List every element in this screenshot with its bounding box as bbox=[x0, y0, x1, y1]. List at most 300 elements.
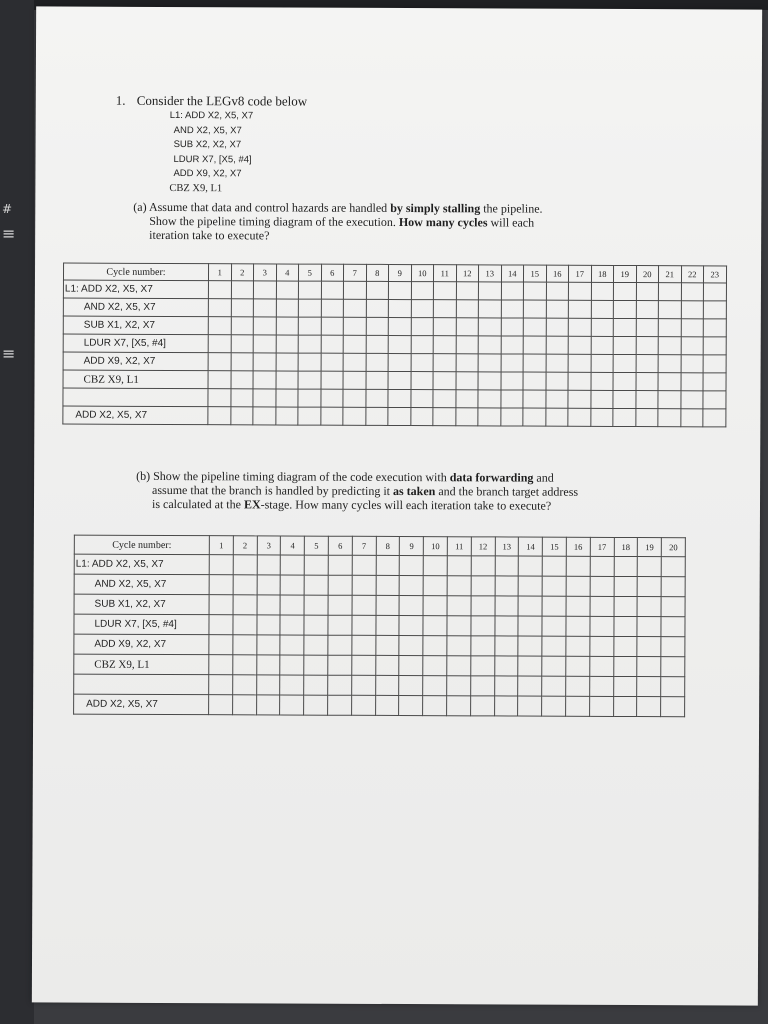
pipeline-stage-cell[interactable] bbox=[343, 281, 366, 299]
pipeline-stage-cell[interactable] bbox=[447, 576, 471, 596]
pipeline-stage-cell[interactable] bbox=[703, 301, 726, 319]
pipeline-stage-cell[interactable] bbox=[471, 576, 495, 596]
pipeline-stage-cell[interactable] bbox=[233, 635, 257, 655]
pipeline-stage-cell[interactable] bbox=[231, 317, 254, 335]
pipeline-stage-cell[interactable] bbox=[494, 656, 518, 676]
pipeline-stage-cell[interactable] bbox=[658, 283, 681, 301]
pipeline-stage-cell[interactable] bbox=[478, 318, 501, 336]
pipeline-stage-cell[interactable] bbox=[376, 555, 400, 575]
pipeline-stage-cell[interactable] bbox=[566, 576, 590, 596]
pipeline-stage-cell[interactable] bbox=[208, 353, 231, 371]
pipeline-stage-cell[interactable] bbox=[400, 556, 424, 576]
pipeline-stage-cell[interactable] bbox=[433, 300, 456, 318]
pipeline-stage-cell[interactable] bbox=[351, 675, 375, 695]
pipeline-stage-cell[interactable] bbox=[304, 595, 328, 615]
pipeline-stage-cell[interactable] bbox=[545, 408, 568, 426]
pipeline-stage-cell[interactable] bbox=[658, 319, 681, 337]
pipeline-stage-cell[interactable] bbox=[680, 409, 703, 427]
pipeline-stage-cell[interactable] bbox=[352, 615, 376, 635]
pipeline-stage-cell[interactable] bbox=[376, 575, 400, 595]
pipeline-stage-cell[interactable] bbox=[208, 371, 231, 389]
pipeline-stage-cell[interactable] bbox=[399, 676, 423, 696]
pipeline-stage-cell[interactable] bbox=[276, 299, 299, 317]
pipeline-stage-cell[interactable] bbox=[343, 317, 366, 335]
pipeline-stage-cell[interactable] bbox=[399, 576, 423, 596]
pipeline-stage-cell[interactable] bbox=[388, 371, 411, 389]
pipeline-stage-cell[interactable] bbox=[501, 336, 524, 354]
pipeline-stage-cell[interactable] bbox=[352, 595, 376, 615]
pipeline-stage-cell[interactable] bbox=[637, 637, 661, 657]
pipeline-stage-cell[interactable] bbox=[256, 675, 280, 695]
pipeline-stage-cell[interactable] bbox=[471, 636, 495, 656]
pipeline-stage-cell[interactable] bbox=[546, 354, 569, 372]
pipeline-stage-cell[interactable] bbox=[518, 656, 542, 676]
pipeline-stage-cell[interactable] bbox=[256, 655, 280, 675]
pipeline-stage-cell[interactable] bbox=[399, 696, 423, 716]
pipeline-stage-cell[interactable] bbox=[542, 616, 566, 636]
pipeline-stage-cell[interactable] bbox=[614, 556, 638, 576]
pipeline-stage-cell[interactable] bbox=[366, 317, 389, 335]
pipeline-stage-cell[interactable] bbox=[375, 655, 399, 675]
pipeline-stage-cell[interactable] bbox=[591, 354, 614, 372]
pipeline-stage-cell[interactable] bbox=[388, 281, 411, 299]
pipeline-stage-cell[interactable] bbox=[298, 353, 321, 371]
pipeline-stage-cell[interactable] bbox=[423, 656, 447, 676]
pipeline-stage-cell[interactable] bbox=[321, 371, 344, 389]
pipeline-stage-cell[interactable] bbox=[209, 555, 233, 575]
pipeline-stage-cell[interactable] bbox=[518, 596, 542, 616]
pipeline-stage-cell[interactable] bbox=[433, 390, 456, 408]
pipeline-stage-cell[interactable] bbox=[566, 556, 590, 576]
pipeline-stage-cell[interactable] bbox=[568, 354, 591, 372]
pipeline-stage-cell[interactable] bbox=[304, 575, 328, 595]
pipeline-stage-cell[interactable] bbox=[366, 281, 389, 299]
pipeline-stage-cell[interactable] bbox=[257, 595, 281, 615]
pipeline-stage-cell[interactable] bbox=[566, 596, 590, 616]
pipeline-stage-cell[interactable] bbox=[658, 301, 681, 319]
pipeline-stage-cell[interactable] bbox=[328, 695, 352, 715]
pipeline-stage-cell[interactable] bbox=[478, 372, 501, 390]
pipeline-stage-cell[interactable] bbox=[375, 635, 399, 655]
pipeline-stage-cell[interactable] bbox=[321, 299, 344, 317]
pipeline-stage-cell[interactable] bbox=[230, 407, 253, 425]
pipeline-stage-cell[interactable] bbox=[501, 300, 524, 318]
pipeline-stage-cell[interactable] bbox=[447, 636, 471, 656]
pipeline-stage-cell[interactable] bbox=[233, 655, 257, 675]
pipeline-stage-cell[interactable] bbox=[208, 335, 231, 353]
pipeline-stage-cell[interactable] bbox=[276, 317, 299, 335]
pipeline-stage-cell[interactable] bbox=[276, 371, 299, 389]
pipeline-stage-cell[interactable] bbox=[456, 282, 479, 300]
pipeline-stage-cell[interactable] bbox=[456, 336, 479, 354]
pipeline-stage-cell[interactable] bbox=[681, 373, 704, 391]
pipeline-stage-cell[interactable] bbox=[209, 635, 233, 655]
pipeline-stage-cell[interactable] bbox=[661, 617, 685, 637]
pipeline-stage-cell[interactable] bbox=[388, 389, 411, 407]
pipeline-stage-cell[interactable] bbox=[209, 695, 233, 715]
pipeline-stage-cell[interactable] bbox=[253, 281, 276, 299]
pipeline-stage-cell[interactable] bbox=[343, 371, 366, 389]
pipeline-stage-cell[interactable] bbox=[410, 390, 433, 408]
pipeline-stage-cell[interactable] bbox=[568, 390, 591, 408]
pipeline-stage-cell[interactable] bbox=[388, 317, 411, 335]
pipeline-stage-cell[interactable] bbox=[703, 391, 726, 409]
pipeline-stage-cell[interactable] bbox=[658, 409, 681, 427]
pipeline-stage-cell[interactable] bbox=[661, 697, 685, 717]
pipeline-stage-cell[interactable] bbox=[433, 318, 456, 336]
pipeline-stage-cell[interactable] bbox=[351, 695, 375, 715]
pipeline-stage-cell[interactable] bbox=[566, 636, 590, 656]
pipeline-stage-cell[interactable] bbox=[411, 336, 434, 354]
pipeline-stage-cell[interactable] bbox=[231, 353, 254, 371]
pipeline-stage-cell[interactable] bbox=[494, 616, 518, 636]
pipeline-stage-cell[interactable] bbox=[590, 408, 613, 426]
pipeline-stage-cell[interactable] bbox=[495, 576, 519, 596]
pipeline-stage-cell[interactable] bbox=[304, 635, 328, 655]
pipeline-stage-cell[interactable] bbox=[275, 407, 298, 425]
pipeline-stage-cell[interactable] bbox=[411, 372, 434, 390]
pipeline-stage-cell[interactable] bbox=[568, 282, 591, 300]
pipeline-stage-cell[interactable] bbox=[423, 676, 447, 696]
pipeline-stage-cell[interactable] bbox=[410, 408, 433, 426]
pipeline-stage-cell[interactable] bbox=[542, 556, 566, 576]
pipeline-stage-cell[interactable] bbox=[590, 616, 614, 636]
pipeline-stage-cell[interactable] bbox=[209, 655, 233, 675]
pipeline-stage-cell[interactable] bbox=[375, 695, 399, 715]
pipeline-stage-cell[interactable] bbox=[523, 372, 546, 390]
pipeline-stage-cell[interactable] bbox=[399, 616, 423, 636]
pipeline-stage-cell[interactable] bbox=[230, 389, 253, 407]
pipeline-stage-cell[interactable] bbox=[388, 407, 411, 425]
pipeline-stage-cell[interactable] bbox=[613, 408, 636, 426]
pipeline-stage-cell[interactable] bbox=[613, 318, 636, 336]
pipeline-stage-cell[interactable] bbox=[613, 354, 636, 372]
pipeline-stage-cell[interactable] bbox=[546, 318, 569, 336]
pipeline-stage-cell[interactable] bbox=[636, 319, 659, 337]
pipeline-stage-cell[interactable] bbox=[590, 596, 614, 616]
pipeline-stage-cell[interactable] bbox=[658, 337, 681, 355]
pipeline-stage-cell[interactable] bbox=[518, 616, 542, 636]
pipeline-stage-cell[interactable] bbox=[637, 597, 661, 617]
pipeline-stage-cell[interactable] bbox=[613, 372, 636, 390]
pipeline-stage-cell[interactable] bbox=[376, 615, 400, 635]
pipeline-stage-cell[interactable] bbox=[542, 636, 566, 656]
pipeline-stage-cell[interactable] bbox=[233, 555, 257, 575]
pipeline-stage-cell[interactable] bbox=[433, 408, 456, 426]
pipeline-stage-cell[interactable] bbox=[589, 676, 613, 696]
pipeline-stage-cell[interactable] bbox=[638, 557, 662, 577]
pipeline-stage-cell[interactable] bbox=[447, 676, 471, 696]
pipeline-stage-cell[interactable] bbox=[257, 555, 281, 575]
pipeline-stage-cell[interactable] bbox=[494, 676, 518, 696]
pipeline-stage-cell[interactable] bbox=[523, 300, 546, 318]
pipeline-stage-cell[interactable] bbox=[546, 336, 569, 354]
pipeline-stage-cell[interactable] bbox=[470, 676, 494, 696]
pipeline-stage-cell[interactable] bbox=[591, 336, 614, 354]
pipeline-stage-cell[interactable] bbox=[209, 595, 233, 615]
pipeline-stage-cell[interactable] bbox=[636, 373, 659, 391]
pipeline-stage-cell[interactable] bbox=[257, 575, 281, 595]
pipeline-stage-cell[interactable] bbox=[546, 282, 569, 300]
pipeline-stage-cell[interactable] bbox=[320, 389, 343, 407]
pipeline-stage-cell[interactable] bbox=[343, 389, 366, 407]
pipeline-stage-cell[interactable] bbox=[494, 636, 518, 656]
pipeline-stage-cell[interactable] bbox=[208, 299, 231, 317]
pipeline-stage-cell[interactable] bbox=[501, 354, 524, 372]
pipeline-stage-cell[interactable] bbox=[399, 656, 423, 676]
pipeline-stage-cell[interactable] bbox=[298, 317, 321, 335]
pipeline-stage-cell[interactable] bbox=[703, 337, 726, 355]
pipeline-stage-cell[interactable] bbox=[542, 696, 566, 716]
pipeline-stage-cell[interactable] bbox=[518, 696, 542, 716]
pipeline-stage-cell[interactable] bbox=[321, 317, 344, 335]
pipeline-stage-cell[interactable] bbox=[231, 335, 254, 353]
pipeline-stage-cell[interactable] bbox=[658, 355, 681, 373]
pipeline-stage-cell[interactable] bbox=[661, 577, 685, 597]
pipeline-stage-cell[interactable] bbox=[456, 300, 479, 318]
pipeline-stage-cell[interactable] bbox=[542, 676, 566, 696]
pipeline-stage-cell[interactable] bbox=[478, 354, 501, 372]
pipeline-stage-cell[interactable] bbox=[276, 281, 299, 299]
pipeline-stage-cell[interactable] bbox=[366, 353, 389, 371]
pipeline-stage-cell[interactable] bbox=[321, 353, 344, 371]
pipeline-stage-cell[interactable] bbox=[209, 615, 233, 635]
pipeline-stage-cell[interactable] bbox=[281, 575, 305, 595]
pipeline-stage-cell[interactable] bbox=[566, 656, 590, 676]
pipeline-stage-cell[interactable] bbox=[478, 300, 501, 318]
pipeline-stage-cell[interactable] bbox=[208, 389, 231, 407]
pipeline-stage-cell[interactable] bbox=[470, 696, 494, 716]
pipeline-stage-cell[interactable] bbox=[433, 282, 456, 300]
pipeline-stage-cell[interactable] bbox=[471, 656, 495, 676]
pipeline-stage-cell[interactable] bbox=[304, 695, 328, 715]
pipeline-stage-cell[interactable] bbox=[447, 556, 471, 576]
pipeline-stage-cell[interactable] bbox=[542, 596, 566, 616]
pipeline-stage-cell[interactable] bbox=[494, 696, 518, 716]
pipeline-stage-cell[interactable] bbox=[375, 675, 399, 695]
pipeline-stage-cell[interactable] bbox=[399, 636, 423, 656]
pipeline-stage-cell[interactable] bbox=[280, 675, 304, 695]
pipeline-stage-cell[interactable] bbox=[388, 299, 411, 317]
pipeline-stage-cell[interactable] bbox=[411, 318, 434, 336]
pipeline-stage-cell[interactable] bbox=[681, 283, 704, 301]
pipeline-stage-cell[interactable] bbox=[208, 317, 231, 335]
pipeline-stage-cell[interactable] bbox=[209, 675, 233, 695]
pipeline-stage-cell[interactable] bbox=[637, 577, 661, 597]
pipeline-stage-cell[interactable] bbox=[447, 656, 471, 676]
pipeline-stage-cell[interactable] bbox=[478, 390, 501, 408]
pipeline-stage-cell[interactable] bbox=[276, 335, 299, 353]
pipeline-stage-cell[interactable] bbox=[566, 616, 590, 636]
pipeline-stage-cell[interactable] bbox=[495, 596, 519, 616]
pipeline-stage-cell[interactable] bbox=[590, 556, 614, 576]
pipeline-stage-cell[interactable] bbox=[590, 576, 614, 596]
pipeline-stage-cell[interactable] bbox=[399, 596, 423, 616]
pipeline-stage-cell[interactable] bbox=[637, 657, 661, 677]
pipeline-stage-cell[interactable] bbox=[352, 575, 376, 595]
pipeline-stage-cell[interactable] bbox=[447, 616, 471, 636]
pipeline-stage-cell[interactable] bbox=[280, 595, 304, 615]
pipeline-stage-cell[interactable] bbox=[613, 282, 636, 300]
pipeline-stage-cell[interactable] bbox=[253, 353, 276, 371]
pipeline-stage-cell[interactable] bbox=[328, 675, 352, 695]
pipeline-stage-cell[interactable] bbox=[636, 301, 659, 319]
pipeline-stage-cell[interactable] bbox=[298, 389, 321, 407]
pipeline-stage-cell[interactable] bbox=[352, 555, 376, 575]
pipeline-stage-cell[interactable] bbox=[366, 299, 389, 317]
pipeline-stage-cell[interactable] bbox=[298, 335, 321, 353]
pipeline-stage-cell[interactable] bbox=[523, 408, 546, 426]
pipeline-stage-cell[interactable] bbox=[542, 576, 566, 596]
pipeline-stage-cell[interactable] bbox=[388, 335, 411, 353]
pipeline-stage-cell[interactable] bbox=[613, 676, 637, 696]
pipeline-stage-cell[interactable] bbox=[256, 695, 280, 715]
pipeline-stage-cell[interactable] bbox=[523, 282, 546, 300]
pipeline-stage-cell[interactable] bbox=[471, 596, 495, 616]
pipeline-stage-cell[interactable] bbox=[661, 597, 685, 617]
pipeline-stage-cell[interactable] bbox=[613, 300, 636, 318]
pipeline-stage-cell[interactable] bbox=[471, 556, 495, 576]
pipeline-stage-cell[interactable] bbox=[681, 355, 704, 373]
pipeline-stage-cell[interactable] bbox=[388, 353, 411, 371]
pipeline-stage-cell[interactable] bbox=[343, 299, 366, 317]
pipeline-stage-cell[interactable] bbox=[321, 281, 344, 299]
pipeline-stage-cell[interactable] bbox=[518, 636, 542, 656]
pipeline-stage-cell[interactable] bbox=[343, 335, 366, 353]
pipeline-stage-cell[interactable] bbox=[253, 389, 276, 407]
pipeline-stage-cell[interactable] bbox=[276, 353, 299, 371]
pipeline-stage-cell[interactable] bbox=[614, 596, 638, 616]
pipeline-stage-cell[interactable] bbox=[304, 615, 328, 635]
pipeline-stage-cell[interactable] bbox=[614, 576, 638, 596]
pipeline-stage-cell[interactable] bbox=[447, 696, 471, 716]
pipeline-stage-cell[interactable] bbox=[589, 696, 613, 716]
pipeline-stage-cell[interactable] bbox=[447, 596, 471, 616]
pipeline-stage-cell[interactable] bbox=[568, 408, 591, 426]
pipeline-stage-cell[interactable] bbox=[681, 337, 704, 355]
pipeline-stage-cell[interactable] bbox=[304, 555, 328, 575]
pipeline-stage-cell[interactable] bbox=[280, 655, 304, 675]
pipeline-stage-cell[interactable] bbox=[681, 319, 704, 337]
pipeline-stage-cell[interactable] bbox=[523, 390, 546, 408]
pipeline-stage-cell[interactable] bbox=[433, 372, 456, 390]
pipeline-stage-cell[interactable] bbox=[231, 281, 254, 299]
pipeline-stage-cell[interactable] bbox=[518, 576, 542, 596]
pipeline-stage-cell[interactable] bbox=[590, 636, 614, 656]
pipeline-stage-cell[interactable] bbox=[636, 283, 659, 301]
pipeline-stage-cell[interactable] bbox=[613, 696, 637, 716]
pipeline-stage-cell[interactable] bbox=[519, 556, 543, 576]
pipeline-stage-cell[interactable] bbox=[523, 354, 546, 372]
pipeline-stage-cell[interactable] bbox=[233, 595, 257, 615]
pipeline-stage-cell[interactable] bbox=[637, 617, 661, 637]
pipeline-stage-cell[interactable] bbox=[411, 300, 434, 318]
pipeline-stage-cell[interactable] bbox=[208, 407, 231, 425]
pipeline-stage-cell[interactable] bbox=[636, 337, 659, 355]
pipeline-stage-cell[interactable] bbox=[253, 371, 276, 389]
pipeline-stage-cell[interactable] bbox=[328, 655, 352, 675]
pipeline-stage-cell[interactable] bbox=[423, 576, 447, 596]
pipeline-stage-cell[interactable] bbox=[253, 407, 276, 425]
pipeline-stage-cell[interactable] bbox=[423, 696, 447, 716]
pipeline-stage-cell[interactable] bbox=[423, 596, 447, 616]
pipeline-stage-cell[interactable] bbox=[501, 282, 524, 300]
pipeline-stage-cell[interactable] bbox=[613, 656, 637, 676]
pipeline-stage-cell[interactable] bbox=[209, 575, 233, 595]
pipeline-stage-cell[interactable] bbox=[321, 335, 344, 353]
pipeline-stage-cell[interactable] bbox=[411, 354, 434, 372]
pipeline-stage-cell[interactable] bbox=[590, 390, 613, 408]
pipeline-stage-cell[interactable] bbox=[275, 389, 298, 407]
pipeline-stage-cell[interactable] bbox=[433, 354, 456, 372]
pipeline-stage-cell[interactable] bbox=[703, 319, 726, 337]
pipeline-stage-cell[interactable] bbox=[500, 390, 523, 408]
pipeline-stage-cell[interactable] bbox=[658, 391, 681, 409]
pipeline-stage-cell[interactable] bbox=[328, 555, 352, 575]
pipeline-stage-cell[interactable] bbox=[376, 595, 400, 615]
pipeline-stage-cell[interactable] bbox=[523, 336, 546, 354]
pipeline-stage-cell[interactable] bbox=[304, 675, 328, 695]
pipeline-stage-cell[interactable] bbox=[343, 407, 366, 425]
pipeline-stage-cell[interactable] bbox=[613, 616, 637, 636]
pipeline-stage-cell[interactable] bbox=[613, 390, 636, 408]
pipeline-stage-cell[interactable] bbox=[320, 407, 343, 425]
pipeline-stage-cell[interactable] bbox=[613, 636, 637, 656]
pipeline-stage-cell[interactable] bbox=[423, 636, 447, 656]
pipeline-stage-cell[interactable] bbox=[680, 391, 703, 409]
pipeline-stage-cell[interactable] bbox=[703, 355, 726, 373]
pipeline-stage-cell[interactable] bbox=[523, 318, 546, 336]
pipeline-stage-cell[interactable] bbox=[478, 408, 501, 426]
pipeline-stage-cell[interactable] bbox=[253, 299, 276, 317]
pipeline-stage-cell[interactable] bbox=[253, 335, 276, 353]
pipeline-stage-cell[interactable] bbox=[568, 372, 591, 390]
pipeline-stage-cell[interactable] bbox=[590, 656, 614, 676]
pipeline-stage-cell[interactable] bbox=[298, 371, 321, 389]
pipeline-stage-cell[interactable] bbox=[658, 373, 681, 391]
pipeline-stage-cell[interactable] bbox=[253, 317, 276, 335]
pipeline-stage-cell[interactable] bbox=[328, 595, 352, 615]
pipeline-stage-cell[interactable] bbox=[208, 281, 231, 299]
pipeline-stage-cell[interactable] bbox=[661, 557, 685, 577]
pipeline-stage-cell[interactable] bbox=[591, 372, 614, 390]
pipeline-stage-cell[interactable] bbox=[681, 301, 704, 319]
pipeline-stage-cell[interactable] bbox=[423, 616, 447, 636]
pipeline-stage-cell[interactable] bbox=[352, 635, 376, 655]
pipeline-stage-cell[interactable] bbox=[545, 390, 568, 408]
pipeline-stage-cell[interactable] bbox=[500, 408, 523, 426]
pipeline-stage-cell[interactable] bbox=[231, 299, 254, 317]
pipeline-stage-cell[interactable] bbox=[566, 696, 590, 716]
pipeline-stage-cell[interactable] bbox=[471, 616, 495, 636]
pipeline-stage-cell[interactable] bbox=[366, 335, 389, 353]
pipeline-stage-cell[interactable] bbox=[304, 655, 328, 675]
pipeline-stage-cell[interactable] bbox=[637, 697, 661, 717]
pipeline-stage-cell[interactable] bbox=[257, 615, 281, 635]
pipeline-stage-cell[interactable] bbox=[366, 371, 389, 389]
pipeline-stage-cell[interactable] bbox=[703, 373, 726, 391]
pipeline-stage-cell[interactable] bbox=[328, 615, 352, 635]
pipeline-stage-cell[interactable] bbox=[455, 390, 478, 408]
pipeline-stage-cell[interactable] bbox=[256, 635, 280, 655]
pipeline-stage-cell[interactable] bbox=[591, 300, 614, 318]
pipeline-stage-cell[interactable] bbox=[298, 281, 321, 299]
pipeline-stage-cell[interactable] bbox=[232, 695, 256, 715]
pipeline-stage-cell[interactable] bbox=[281, 555, 305, 575]
pipeline-stage-cell[interactable] bbox=[546, 372, 569, 390]
pipeline-stage-cell[interactable] bbox=[635, 409, 658, 427]
pipeline-stage-cell[interactable] bbox=[233, 575, 257, 595]
